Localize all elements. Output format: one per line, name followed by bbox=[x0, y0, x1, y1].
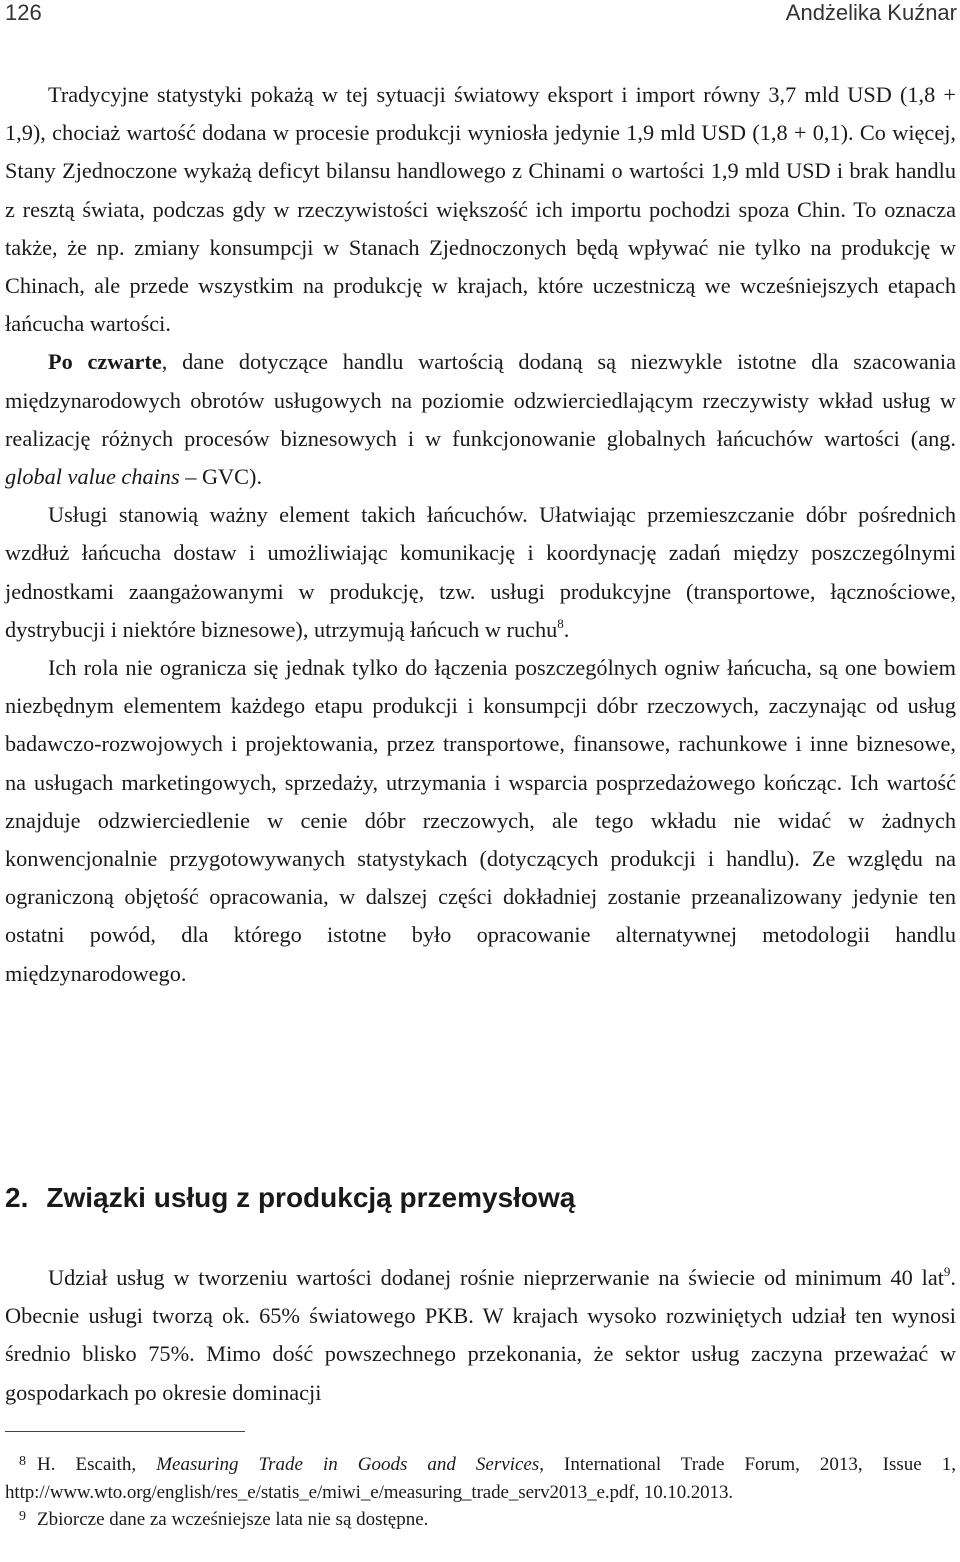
footnote-8-text-a: H. Escaith, bbox=[37, 1454, 157, 1475]
footnote-divider bbox=[5, 1431, 245, 1432]
section-number: 2. bbox=[5, 1182, 29, 1213]
paragraph-2-bold-lead: Po czwarte bbox=[48, 349, 162, 375]
footnote-8-url[interactable]: http://www.wto.org/english/res_e/statis_e/miwi_e/measuring_trade_serv2013_e.pdf, 10.10.2013. bbox=[5, 1481, 733, 1503]
body-text bbox=[5, 76, 956, 993]
paragraph-1-text: Tradycyjne statystyki pokażą w tej sytuacji światowy eksport i import równy 3,7 mld USD (1,8 + 1,9), chociaż wartość dodana w procesie produkcji wyniosła jedynie 1,9 mld USD (1,8 + 0,1). Co więcej, Stany Zjednoczone wykażą deficyt bilansu handlowego z Chinami o wartości 1,9 mld USD i brak handlu z resztą świata, podczas gdy w rzeczywistości większość ich importu pochodzi spoza Chin. To oznacza także, że np. zmiany konsumpcji w Stanach Zjednoczonych będą wpływać nie tylko na produkcję w Chinach, ale przede wszystkim na produkcję w krajach, które uczestniczą we wcześniejszych etapach łańcucha wartości. bbox=[5, 82, 956, 337]
section-heading bbox=[5, 1178, 956, 1218]
footnote-8: 8 H. Escaith, Measuring Trade in Goods and Services, International Trade Forum, 2013, Issue 1, http://www.wto.org/english/res_e/statis_e/miwi_e/measuring_trade_serv2013_e.pdf, 10.10.2013. bbox=[5, 1454, 957, 1503]
paragraph-3-end: . bbox=[563, 616, 570, 642]
footnote-ref-8[interactable]: 8 bbox=[557, 615, 564, 631]
footnote-ref-9[interactable]: 9 bbox=[943, 1264, 951, 1279]
footnote-9-text: Zbiorcze dane za wcześniejsze lata nie są dostępne. bbox=[37, 1509, 429, 1530]
footnote-8-italic-title: Measuring Trade in Goods and Services bbox=[156, 1454, 540, 1475]
running-header-author: Andżelika Kuźnar bbox=[785, 0, 957, 25]
paragraph-2 bbox=[5, 343, 956, 496]
paragraph-3 bbox=[5, 496, 956, 649]
paragraph-2-text-a: , dane dotyczące handlu wartością dodaną są niezwykle istotne dla szacowania międzynarodowych obrotów usługowych na poziomie odzwierciedlającym rzeczywisty wkład usług w realizację różnych procesów biznesowych i w funkcjonowanie globalnych łańcuchów wartości (ang. bbox=[5, 349, 956, 451]
footnotes bbox=[5, 1451, 956, 1534]
page-header bbox=[0, 0, 960, 30]
paragraph-3-text: Usługi stanowią ważny element takich łańcuchów. Ułatwiając przemieszczanie dóbr pośrednich wzdłuż łańcucha dostaw i umożliwiając komunikację i koordynację zadań między poszczególnymi jednostkami zaangażowanymi w produkcję, tzw. usługi produkcyjne (transportowe, łącznościowe, dystrybucji i niektóre biznesowe), utrzymują łańcuch w ruchu bbox=[5, 502, 956, 642]
paragraph-2-text-b: – GVC). bbox=[179, 464, 263, 490]
paragraph-4 bbox=[5, 649, 956, 993]
page-number: 126 bbox=[5, 0, 42, 25]
paragraph-4-text: Ich rola nie ogranicza się jednak tylko do łączenia poszczególnych ogniw łańcucha, są one bowiem niezbędnym elementem każdego etapu produkcji i konsumpcji dóbr rzeczowych, zaczynając od usług badawczo-rozwojowych i projektowania, przez transportowe, finansowe, rachunkowe i inne biznesowe, na usługach marketingowych, sprzedaży, utrzymania i wsparcia posprzedażowego kończąc. Ich wartość znajduje odzwierciedlenie w cenie dóbr rzeczowych, ale tego wkładu nie widać w żadnych konwencjonalnie przygotowywanych statystykach (dotyczących produkcji i handlu). Ze względu na ograniczoną objętość opracowania, w dalszej części dokładniej zostanie przeanalizowany jedynie ten ostatni powód, dla którego istotne było opracowanie alternatywnej metodologii handlu międzynarodowego. bbox=[5, 655, 956, 986]
section-paragraph-1-text-b: . Obecnie usługi tworzą ok. 65% światowego PKB. W krajach wysoko rozwiniętych udział ten wynosi średnio blisko 75%. Mimo dość powszechnego przekonania, że sektor usług zaczyna przeważać w gospodarkach po okresie dominacji bbox=[5, 1265, 956, 1405]
section-paragraph-1 bbox=[5, 1259, 956, 1412]
section-body bbox=[5, 1259, 956, 1412]
section-paragraph-1-text-a: Udział usług w tworzeniu wartości dodanej rośnie nieprzerwanie na świecie od minimum 40 lat bbox=[48, 1265, 944, 1290]
paragraph-2-italic-term: global value chains bbox=[5, 464, 180, 490]
footnote-8-text-b: , International Trade Forum, 2013, Issue 1, bbox=[539, 1454, 957, 1475]
footnote-9: 9 Zbiorcze dane za wcześniejsze lata nie są dostępne. bbox=[19, 1509, 429, 1530]
paragraph-1 bbox=[5, 76, 956, 343]
section-title: Związki usług z produkcją przemysłową bbox=[46, 1182, 576, 1213]
